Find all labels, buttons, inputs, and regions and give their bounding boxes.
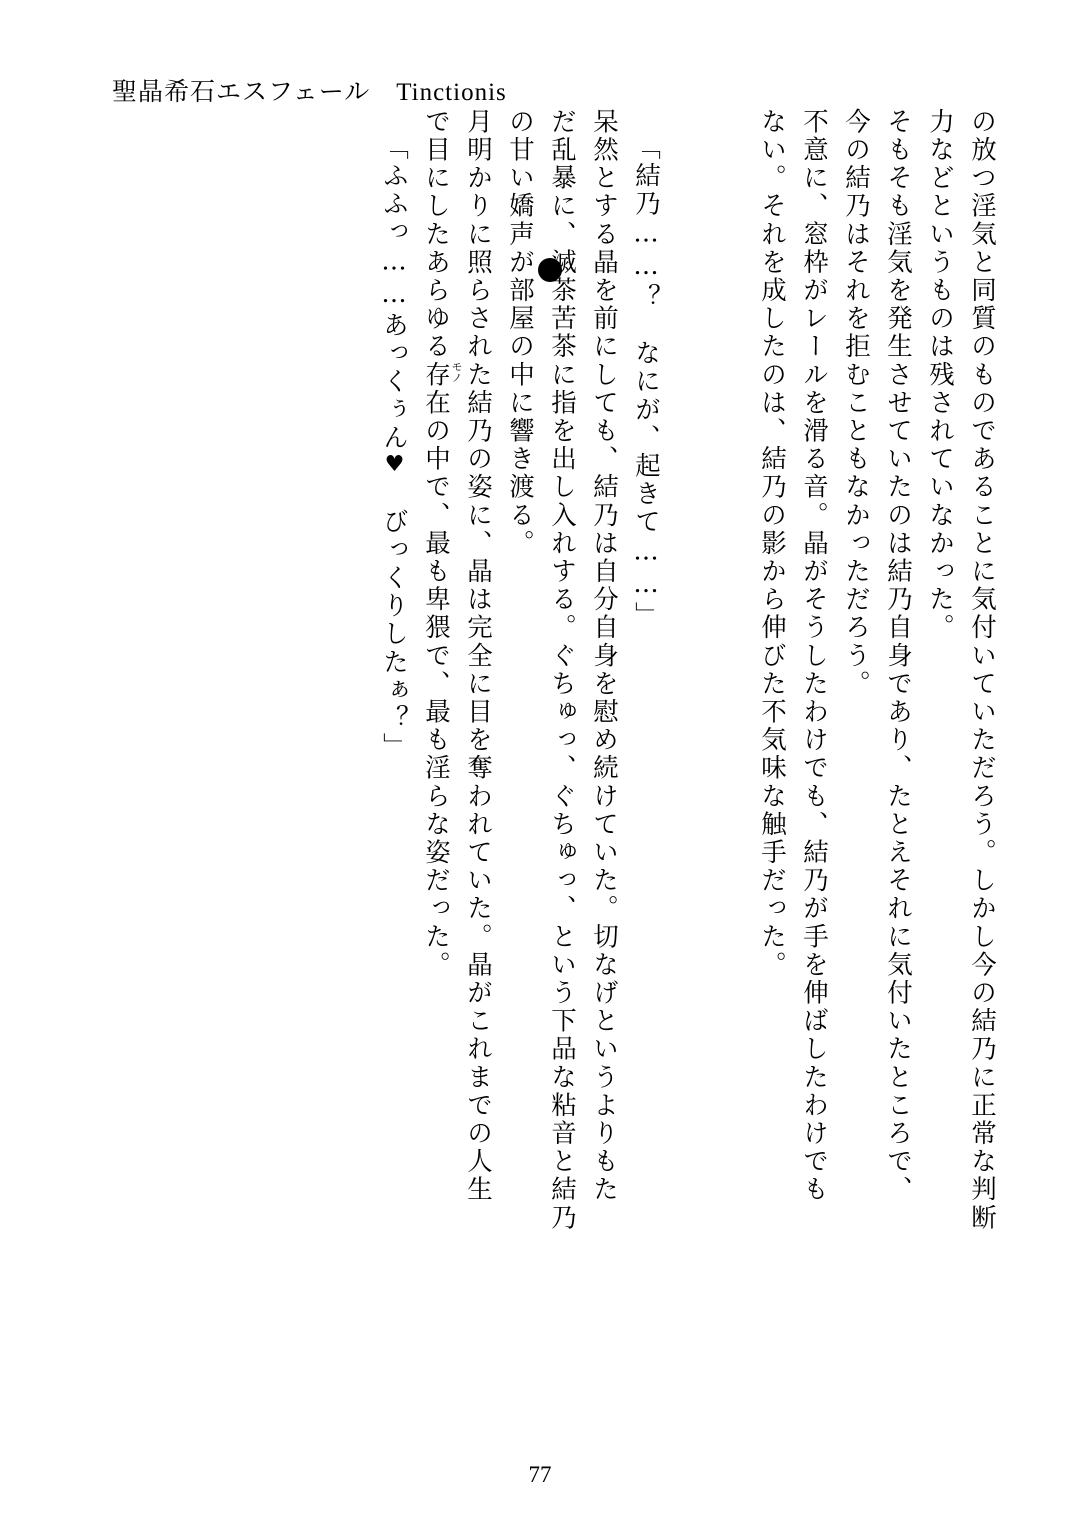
text-column: で目にしたあらゆる存在 モノ の中で、最も卑猥で、最も淫らな姿だった。 [421,108,463,980]
text-column: そもそも淫気を発生させていたのは結乃自身であり、たとえそれに気付いたところで、 [883,108,913,1204]
text-column: 今の結乃はそれを拒むこともなかっただろう。 [841,108,871,699]
text-column: 「結乃……？ なにが、起きて……」 [631,134,661,630]
text-column: 「ふふっ……あっくぅん♥ びっくりしたぁ？」 [379,134,409,761]
ruby-base: 存在 モノ [421,360,463,418]
text-column: 力などというものは残されていなかった。 [925,108,955,642]
text-column: 呆然とする晶を前にしても、結乃は自分自身を慰め続けていた。切なげというよりもた [589,108,619,1204]
text-column: 不意に、窓枠がレールを滑る音。晶がそうしたわけでも、結乃が手を伸ばしたわけでも [799,108,829,1204]
heart-icon: ♥ [382,452,407,480]
page-number: 77 [528,1462,552,1487]
text-column: の放つ淫気と同質のものであることに気付いていただろう。しかし今の結乃に正常な判断 [967,108,997,1232]
text-column: の甘い嬌声が部屋の中に響き渡る。 [505,108,535,558]
running-head: 聖晶希石エスフェール Tinctionis [112,79,507,106]
text-column: だ乱暴に、滅茶苦茶に指を出し入れする。ぐちゅっ、ぐちゅっ、という下品な粘音と結乃 [547,108,577,1232]
text-column [658,108,700,1408]
vertical-text-body [154,108,997,1418]
text-column: 月明かりに照らされた結乃の姿に、晶は完全に目を奪われていた。晶がこれまでの人生 [463,108,493,1204]
text-column [700,108,742,1408]
ruby-text: モノ [450,360,463,383]
text-column: ない。それを成したのは、結乃の影から伸びた不気味な触手だった。 [757,108,787,980]
